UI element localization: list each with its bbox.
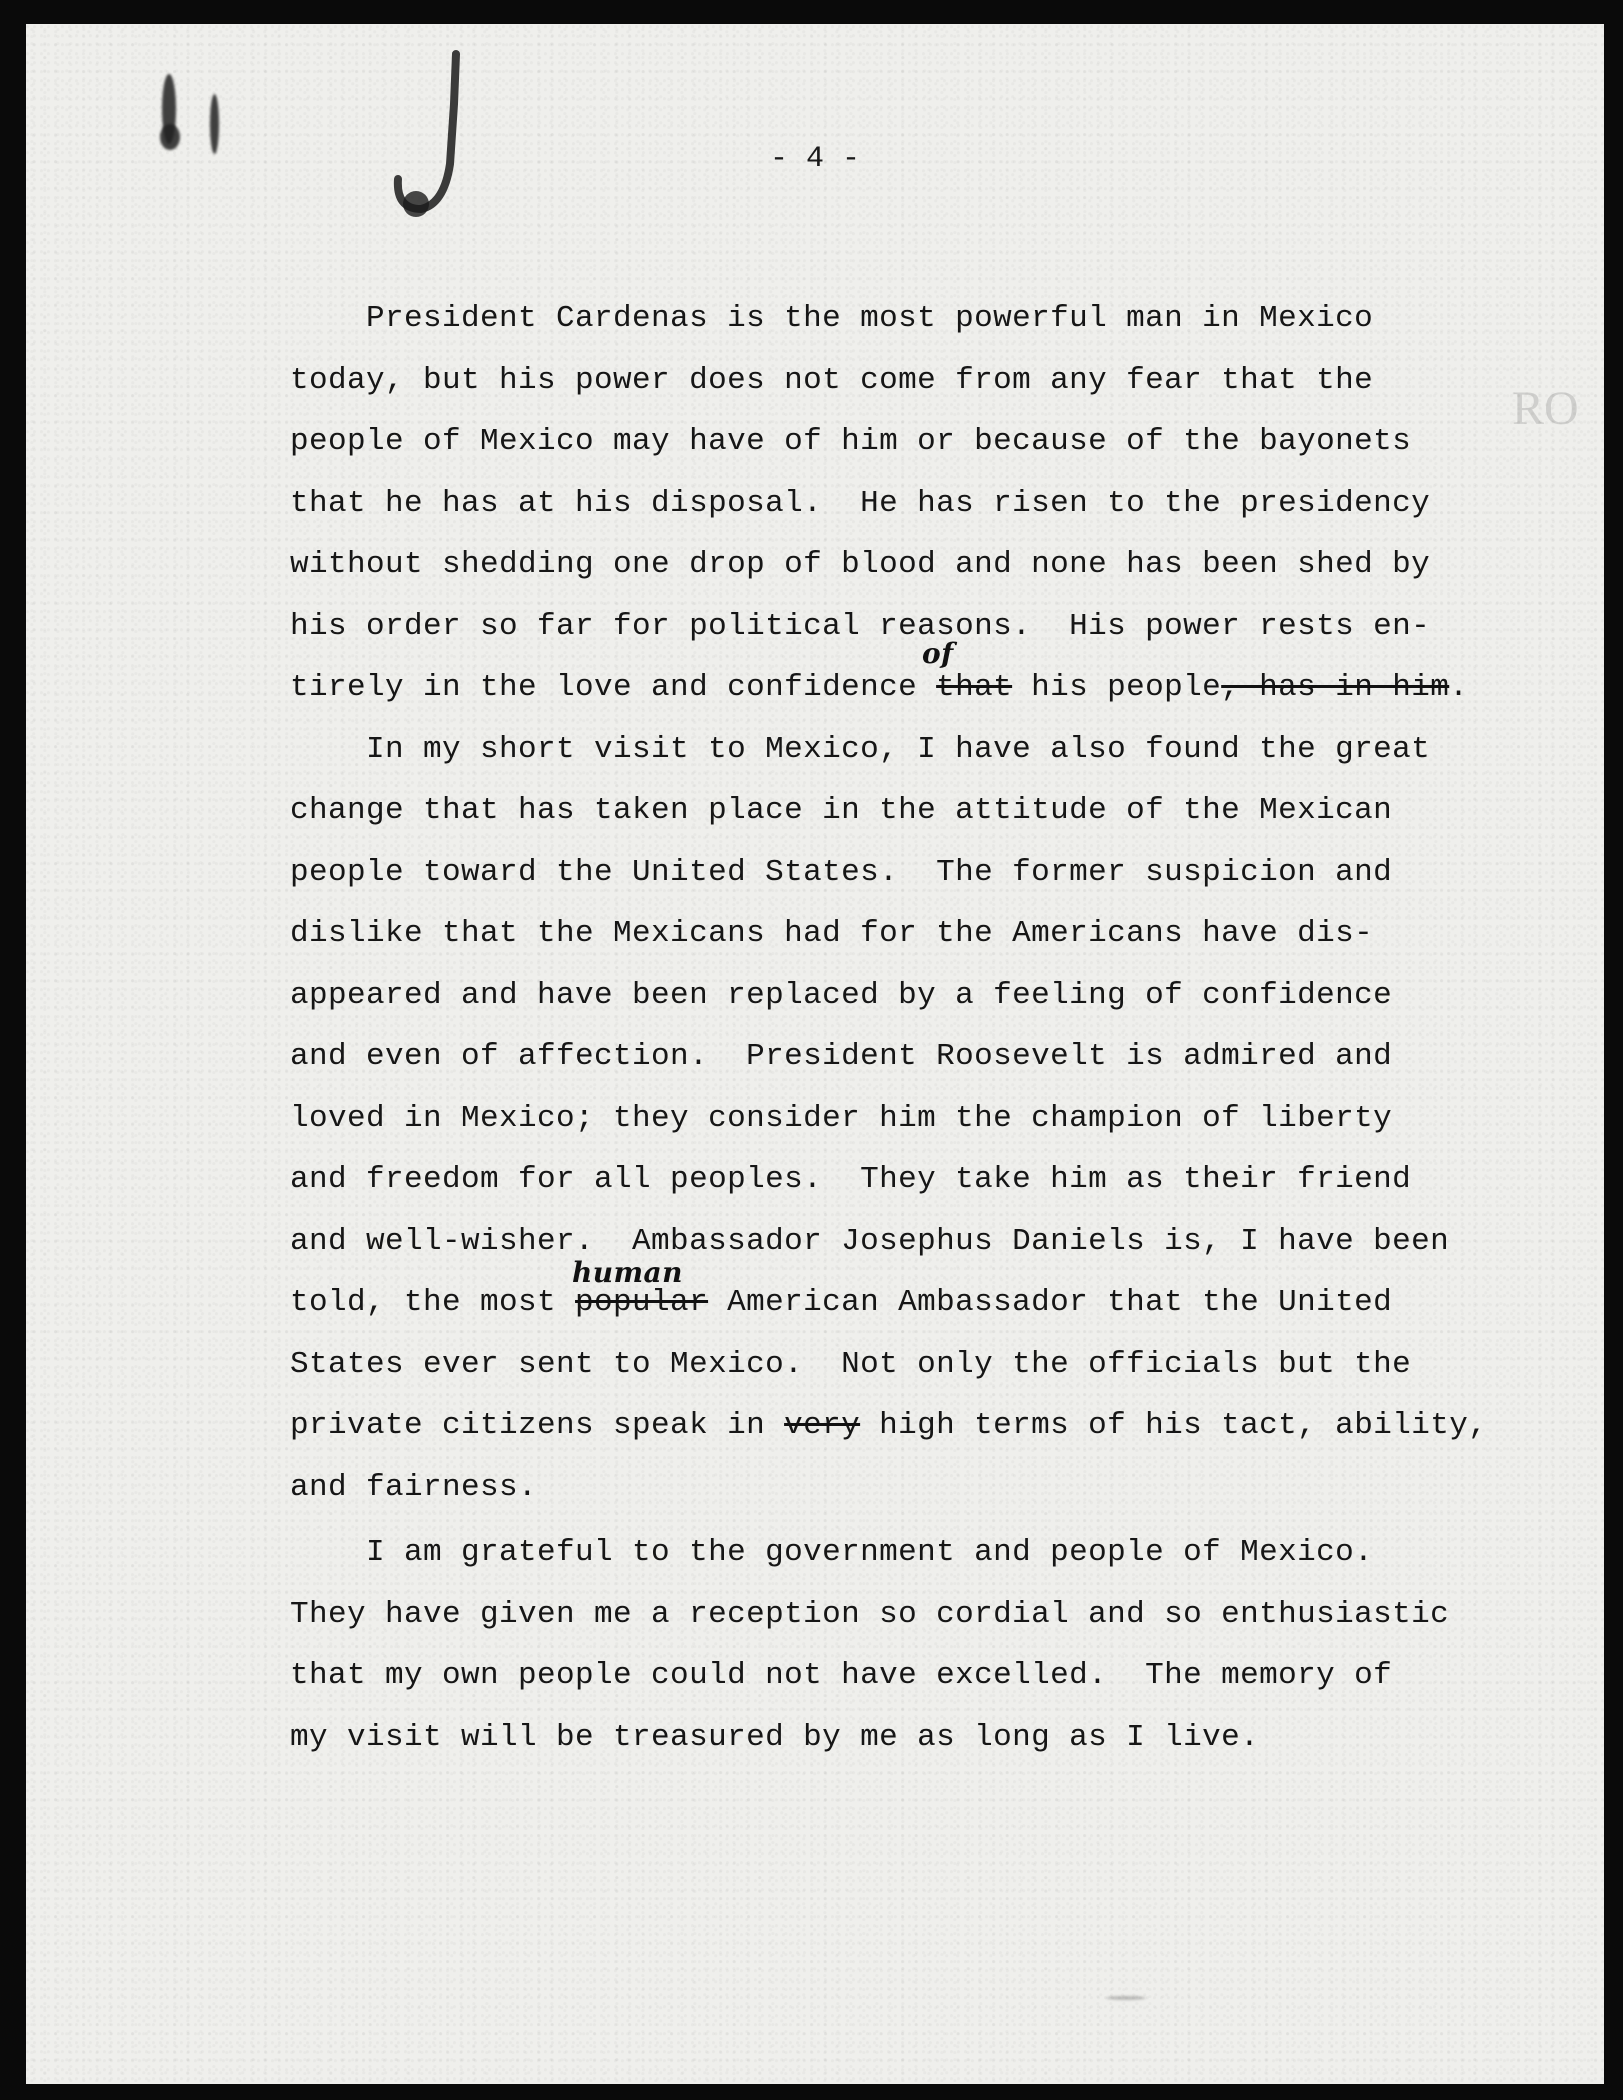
struck-word: popular [575, 1285, 709, 1320]
text-line: and freedom for all peoples. They take him as their friend [290, 1162, 1412, 1197]
text-segment: private citizens speak in [290, 1408, 785, 1443]
text-line: his order so far for political reasons. His power rests en- [290, 608, 1431, 644]
faint-stamp-icon [1512, 374, 1592, 464]
text-line: that my own people could not have excelled. The memory of [290, 1658, 1393, 1693]
text-line: appeared and have been replaced by a feeling of confidence [290, 977, 1393, 1013]
svg-text:RO: RO [1512, 382, 1579, 435]
struck-phrase: , has in him [1221, 670, 1450, 705]
struck-word: that [936, 670, 1013, 705]
struck-word: very [784, 1408, 861, 1443]
text-segment: tirely in the love and confidence [290, 670, 937, 705]
text-line: loved in Mexico; they consider him the champion of liberty [290, 1100, 1393, 1136]
text-segment: high terms of his tact, ability, [860, 1408, 1488, 1443]
text-line: States ever sent to Mexico. Not only the officials but the [290, 1346, 1412, 1382]
scan-speck [1106, 1996, 1146, 2000]
text-line: and even of affection. President Roosevelt is admired and [290, 1039, 1393, 1074]
text-segment: told, the most [290, 1285, 576, 1320]
text-line: my visit will be treasured by me as long as I live. [290, 1719, 1260, 1755]
text-line: change that has taken place in the attitude of the Mexican [290, 793, 1393, 828]
body-text [290, 288, 1490, 1768]
paperclip-mark-icon [376, 44, 486, 234]
text-line: today, but his power does not come from any fear that the [290, 362, 1374, 398]
text-segment: . [1449, 670, 1469, 705]
text-line-with-edits [290, 637, 1490, 719]
handwritten-insertion: human [572, 1256, 683, 1289]
text-line: dislike that the Mexicans had for the Americans have dis- [290, 916, 1374, 951]
document-page [26, 24, 1604, 2084]
text-line: In my short visit to Mexico, I have also found the great [290, 731, 1431, 767]
text-line: and well-wisher. Ambassador Josephus Daniels is, I have been [290, 1223, 1450, 1259]
text-line-with-edits [290, 1256, 1490, 1334]
text-segment: American Ambassador that the United [708, 1285, 1393, 1320]
text-line: people of Mexico may have of him or because of the bayonets [290, 424, 1412, 459]
handwritten-insertion: of [922, 637, 954, 670]
text-line-with-edits [290, 1395, 1490, 1457]
text-segment: his people [1012, 670, 1222, 705]
text-line: and fairness. [290, 1469, 538, 1505]
page-number: - 4 - [769, 142, 860, 176]
text-line: I am grateful to the government and people of Mexico. [290, 1535, 1374, 1570]
text-line: President Cardenas is the most powerful man in Mexico [290, 301, 1374, 336]
text-line: They have given me a reception so cordial and so enthusiastic [290, 1596, 1450, 1632]
text-line: without shedding one drop of blood and none has been shed by [290, 547, 1431, 582]
text-line: people toward the United States. The former suspicion and [290, 854, 1393, 890]
text-line: that he has at his disposal. He has risen to the presidency [290, 485, 1431, 521]
